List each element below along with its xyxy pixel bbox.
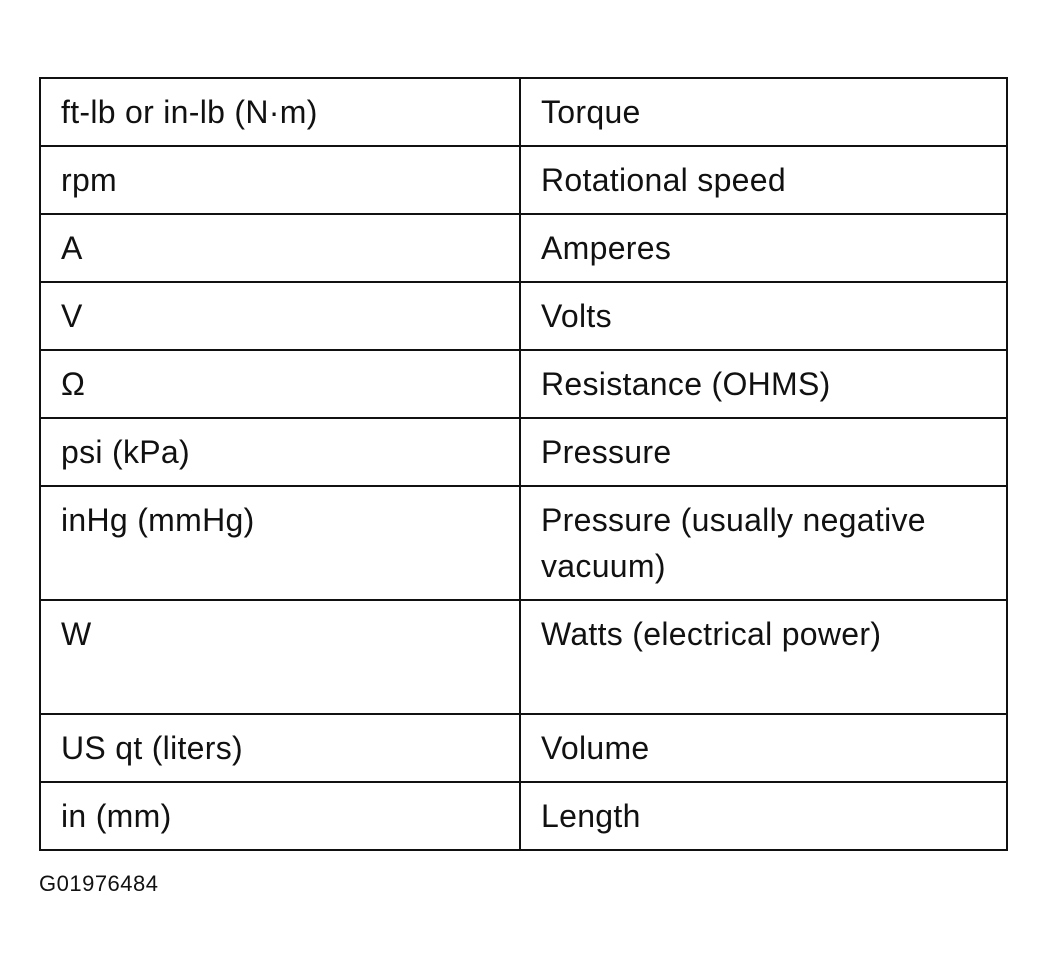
unit-cell: A (40, 214, 520, 282)
unit-cell: psi (kPa) (40, 418, 520, 486)
table-row (40, 78, 1007, 146)
unit-cell: in (mm) (40, 782, 520, 850)
table-row (40, 782, 1007, 850)
table-row (40, 714, 1007, 782)
table-row (40, 486, 1007, 600)
description-cell: Resistance (OHMS) (520, 350, 1007, 418)
description-cell: Torque (520, 78, 1007, 146)
table-row (40, 350, 1007, 418)
unit-cell: US qt (liters) (40, 714, 520, 782)
description-cell: Watts (electrical power) (520, 600, 1007, 714)
table-row (40, 282, 1007, 350)
description-cell: Amperes (520, 214, 1007, 282)
description-cell: Pressure (520, 418, 1007, 486)
table-row (40, 600, 1007, 714)
unit-cell: W (40, 600, 520, 714)
description-cell: Length (520, 782, 1007, 850)
unit-cell: Ω (40, 350, 520, 418)
unit-cell: inHg (mmHg) (40, 486, 520, 600)
description-cell: Volume (520, 714, 1007, 782)
description-cell: Pressure (usually negative vacuum) (520, 486, 1007, 600)
description-cell: Volts (520, 282, 1007, 350)
figure-id: G01976484 (39, 871, 159, 896)
unit-cell: V (40, 282, 520, 350)
unit-cell: rpm (40, 146, 520, 214)
table-row (40, 146, 1007, 214)
description-cell: Rotational speed (520, 146, 1007, 214)
table-row (40, 214, 1007, 282)
units-table (39, 77, 1008, 851)
table-row (40, 418, 1007, 486)
unit-cell: ft-lb or in-lb (N·m) (40, 78, 520, 146)
